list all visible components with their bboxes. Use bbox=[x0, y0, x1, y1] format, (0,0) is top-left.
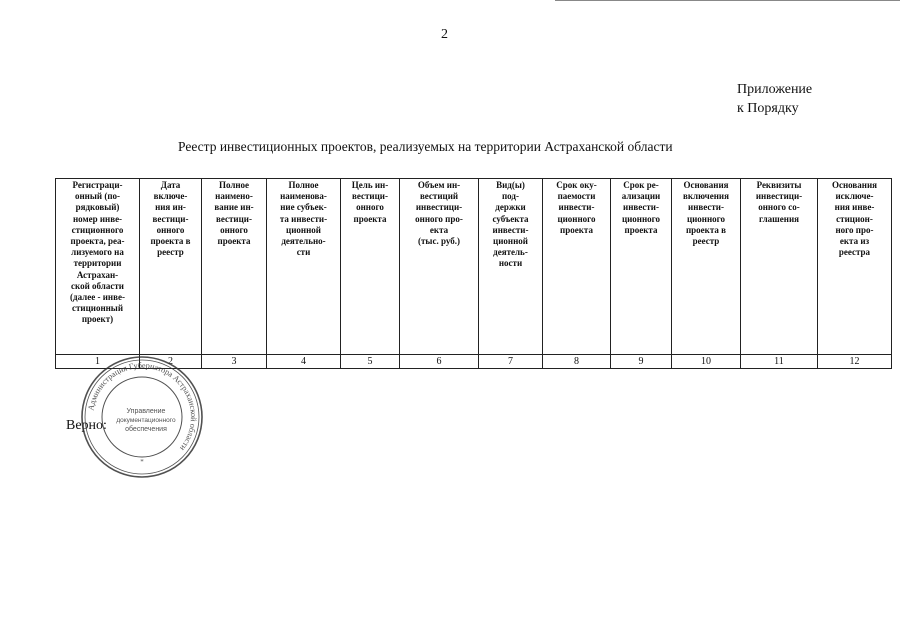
top-edge-line bbox=[555, 0, 900, 1]
column-header: Регистраци- онный (по- рядковый) номер инве- стиционного проекта, реа- лизуемого на территории Астрахан- ской области (далее - инве- стиционный проект) bbox=[56, 179, 140, 355]
column-number: 9 bbox=[611, 355, 672, 369]
document-title: Реестр инвестиционных проектов, реализуемых на территории Астраханской области bbox=[178, 139, 673, 154]
appendix-line-2: к Порядку bbox=[737, 101, 799, 116]
appendix-note bbox=[737, 80, 812, 118]
official-seal-icon bbox=[80, 355, 204, 479]
column-header: Срок оку- паемости инвести- ционного проекта bbox=[543, 179, 611, 355]
column-number: 1 bbox=[56, 355, 140, 369]
column-number: 5 bbox=[341, 355, 400, 369]
seal-ring-text: Администрация Губернатора Астраханской области bbox=[86, 360, 199, 453]
column-number: 6 bbox=[400, 355, 479, 369]
column-number: 8 bbox=[543, 355, 611, 369]
page-number: 2 bbox=[441, 27, 448, 42]
column-header: Основания включения инвести- ционного проекта в реестр bbox=[672, 179, 741, 355]
column-number: 2 bbox=[140, 355, 202, 369]
column-number: 3 bbox=[202, 355, 267, 369]
column-header: Реквизиты инвестици- онного со- глашения bbox=[741, 179, 818, 355]
column-header: Цель ин- вестици- онного проекта bbox=[341, 179, 400, 355]
seal-center-line-2: документационного bbox=[116, 417, 176, 424]
seal-center-line-3: обеспечения bbox=[125, 426, 167, 433]
column-number: 11 bbox=[741, 355, 818, 369]
seal-center-line-1: Управление bbox=[126, 408, 166, 415]
column-header: Полное наимено- вание ин- вестици- онного проекта bbox=[202, 179, 267, 355]
seal-star-icon: * bbox=[140, 458, 144, 466]
column-header: Дата включе- ния ин- вестици- онного проекта в реестр bbox=[140, 179, 202, 355]
appendix-line-1: Приложение bbox=[737, 82, 813, 97]
table-header-row bbox=[56, 179, 892, 355]
column-header: Вид(ы) под- держки субъекта инвести- ционной деятель- ности bbox=[479, 179, 543, 355]
registry-table bbox=[55, 178, 892, 369]
column-number: 4 bbox=[267, 355, 341, 369]
column-number: 10 bbox=[672, 355, 741, 369]
column-header: Срок ре- ализации инвести- ционного проекта bbox=[611, 179, 672, 355]
column-number: 7 bbox=[479, 355, 543, 369]
column-header: Полное наименова- ние субъек- та инвести- ционной деятельно- сти bbox=[267, 179, 341, 355]
column-header: Основания исключе- ния инве- стицион- ного про- екта из реестра bbox=[818, 179, 892, 355]
column-header: Объем ин- вестиций инвестици- онного про- екта (тыс. руб.) bbox=[400, 179, 479, 355]
certification-label: Верно: bbox=[66, 418, 107, 433]
column-number: 12 bbox=[818, 355, 892, 369]
